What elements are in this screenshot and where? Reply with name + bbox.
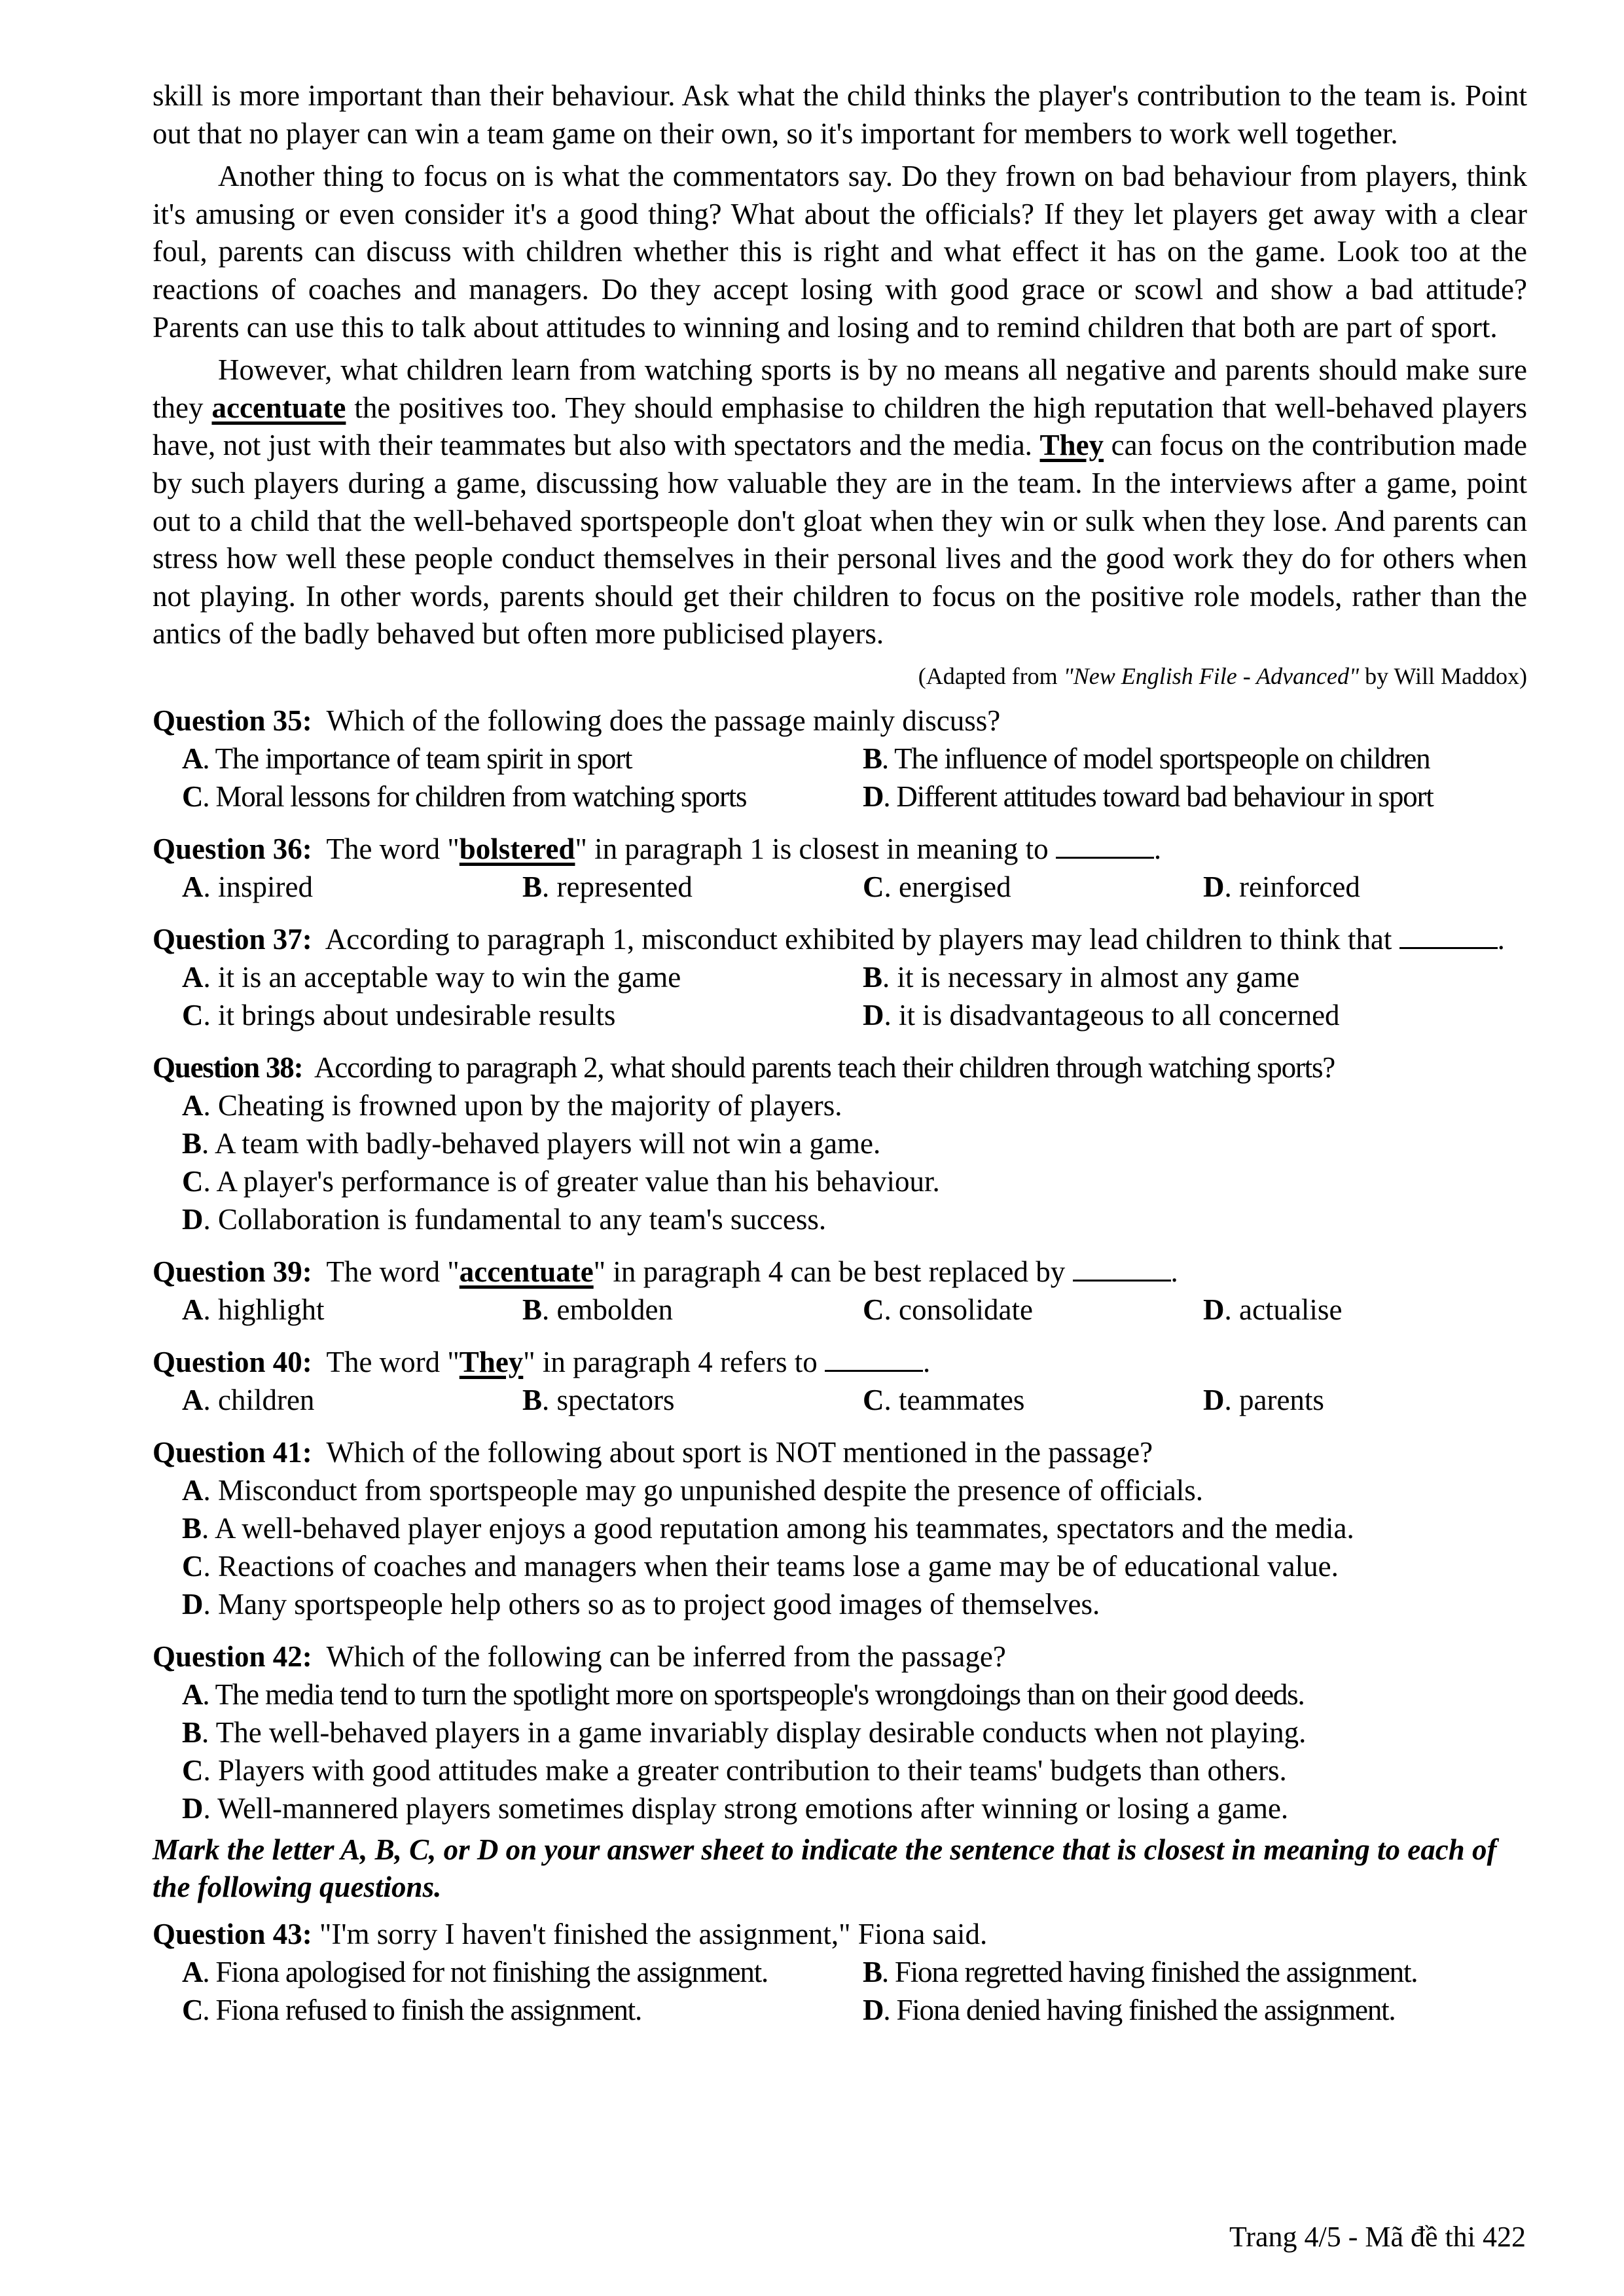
- option-letter: B: [522, 1293, 543, 1326]
- option-c[interactable]: [863, 1291, 1203, 1329]
- option-a[interactable]: [182, 1953, 863, 1991]
- passage-paragraph-3: [153, 351, 1527, 653]
- exam-page: [153, 77, 1527, 2029]
- question-number: Question 43:: [153, 1917, 312, 1950]
- option-text: . A well-behaved player enjoys a good reputation among his teammates, spectators and the media.: [202, 1511, 1354, 1545]
- question-38: [153, 1049, 1527, 1238]
- option-text: . Collaboration is fundamental to any team's success.: [203, 1202, 827, 1236]
- question-text: Which of the following about sport is NOT mentioned in the passage?: [326, 1435, 1153, 1469]
- option-letter: D: [182, 1791, 204, 1825]
- option-b[interactable]: [182, 1713, 1527, 1751]
- passage-text: However, what children learn from watching sports is by no means all negative and parents should make sure they: [153, 353, 1527, 424]
- option-letter: D: [182, 1202, 204, 1236]
- passage-paragraph-2: Another thing to focus on is what the commentators say. Do they frown on bad behaviour from players, think it's amusing or even consider it's a good thing? What about the officials? If they let players get away with a clear foul, parents can discuss with children whether this is right and what effect it has on the game. Look too at the reactions of coaches and managers. Do they accept losing with good grace or scowl and show a bad attitude? Parents can use this to talk about attitudes to winning and losing and to remind children that both are part of sport.: [153, 160, 1527, 344]
- question-stem: [153, 702, 1527, 740]
- option-a[interactable]: [182, 1086, 1527, 1124]
- option-a[interactable]: [182, 740, 863, 778]
- option-text: . children: [203, 1383, 315, 1416]
- option-text: . it is disadvantageous to all concerned: [884, 998, 1340, 1031]
- question-number: Question 35:: [153, 704, 312, 737]
- option-text: . Fiona apologised for not finishing the assignment.: [202, 1955, 768, 1988]
- option-letter: B: [863, 960, 883, 994]
- question-41: [153, 1433, 1527, 1623]
- option-letter: D: [1203, 1383, 1225, 1416]
- option-a[interactable]: [182, 1676, 1527, 1713]
- option-text: . it is necessary in almost any game: [882, 960, 1300, 994]
- option-text: . Moral lessons for children from watching sports: [202, 780, 747, 813]
- option-letter: C: [863, 870, 884, 903]
- option-letter: C: [863, 1293, 884, 1326]
- question-35: [153, 702, 1527, 816]
- option-letter: C: [182, 1549, 204, 1583]
- option-b[interactable]: [863, 958, 1524, 996]
- question-text: " in paragraph 4 refers to: [523, 1345, 825, 1378]
- option-letter: B: [522, 1383, 543, 1416]
- option-d[interactable]: [863, 1991, 1524, 2029]
- question-stem: Question 40: The word "They" in paragraph 4 refers to .: [153, 1345, 931, 1378]
- question-stem: Question 36: The word "bolstered" in paragraph 1 is closest in meaning to .: [153, 832, 1162, 865]
- option-letter: A: [182, 1473, 204, 1507]
- option-text: . The well-behaved players in a game invariably display desirable conducts when not playing.: [202, 1715, 1307, 1749]
- option-text: . energised: [884, 870, 1011, 903]
- question-text: "I'm sorry I haven't finished the assignment," Fiona said.: [319, 1917, 988, 1950]
- question-stem: Question 39: The word "accentuate" in paragraph 4 can be best replaced by .: [153, 1255, 1178, 1288]
- passage-paragraph-1-tail: skill is more important than their behaviour. Ask what the child thinks the player's contribution to the team is. Point out that no player can win a team game on their own, so it's important for members to work well together.: [153, 79, 1527, 150]
- option-letter: B: [182, 1715, 202, 1749]
- option-text: . Misconduct from sportspeople may go unpunished despite the presence of officials.: [203, 1473, 1204, 1507]
- question-number: Question 36:: [153, 832, 312, 865]
- option-text: . reinforced: [1224, 870, 1360, 903]
- option-letter: B: [522, 870, 543, 903]
- question-text: " in paragraph 4 can be best replaced by: [593, 1255, 1073, 1288]
- option-letter: C: [182, 1164, 204, 1198]
- option-text: . inspired: [203, 870, 313, 903]
- options: [153, 868, 1527, 906]
- option-text: . Different attitudes toward bad behaviour in sport: [883, 780, 1434, 813]
- option-letter: B: [863, 742, 882, 775]
- option-letter: C: [182, 998, 204, 1031]
- option-text: . highlight: [203, 1293, 325, 1326]
- option-c[interactable]: [182, 1162, 1527, 1200]
- option-text: . it is an acceptable way to win the game: [203, 960, 681, 994]
- question-stem: [153, 1433, 1527, 1471]
- option-d[interactable]: [863, 778, 1524, 816]
- option-d[interactable]: [182, 1585, 1527, 1623]
- option-text: . Many sportspeople help others so as to project good images of themselves.: [203, 1587, 1100, 1621]
- option-d[interactable]: [1203, 1381, 1517, 1419]
- keyword-accentuate: accentuate: [459, 1255, 594, 1288]
- passage-text: the positives too. They should emphasise to children the high reputation that well-behaved players have, not just with their teammates but also with spectators and the media.: [153, 391, 1527, 462]
- option-c[interactable]: [182, 1991, 863, 2029]
- question-36: [153, 830, 1527, 906]
- option-text: . parents: [1224, 1383, 1324, 1416]
- page-footer: Trang 4/5 - Mã đề thi 422: [1229, 2221, 1526, 2253]
- keyword-they: They: [459, 1345, 524, 1378]
- option-text: . Well-mannered players sometimes display strong emotions after winning or losing a game.: [203, 1791, 1289, 1825]
- option-letter: A: [182, 870, 204, 903]
- question-number: Question 39:: [153, 1255, 312, 1288]
- option-text: . actualise: [1224, 1293, 1343, 1326]
- question-number: Question 41:: [153, 1435, 312, 1469]
- option-d[interactable]: [863, 996, 1524, 1034]
- option-text: . consolidate: [884, 1293, 1033, 1326]
- answer-blank: [1399, 924, 1498, 949]
- option-letter: A: [182, 1677, 203, 1711]
- question-number: Question 42:: [153, 1640, 312, 1673]
- question-text: The word ": [326, 1255, 460, 1288]
- option-text: . Cheating is frowned upon by the majority of players.: [203, 1088, 842, 1122]
- source-title: "New English File - Advanced": [1063, 662, 1360, 689]
- section-instruction: Mark the letter A, B, C, or D on your answer sheet to indicate the sentence that is closest in meaning to each of the following questions.: [153, 1833, 1497, 1903]
- answer-blank: [1056, 833, 1154, 859]
- question-40: [153, 1343, 1527, 1419]
- keyword-they: They: [1039, 429, 1104, 462]
- passage-source: [153, 660, 1527, 692]
- option-letter: A: [182, 1383, 204, 1416]
- option-text: . embolden: [542, 1293, 673, 1326]
- option-letter: C: [182, 780, 203, 813]
- option-text: . A player's performance is of greater value than his behaviour.: [203, 1164, 940, 1198]
- option-text: . teammates: [884, 1383, 1025, 1416]
- option-b[interactable]: [522, 1381, 863, 1419]
- option-c[interactable]: [863, 1381, 1203, 1419]
- option-text: . Fiona refused to finish the assignment.: [202, 1993, 642, 2026]
- option-letter: A: [182, 1293, 204, 1326]
- option-b[interactable]: [182, 1124, 1527, 1162]
- option-text: . The importance of team spirit in sport: [202, 742, 632, 775]
- option-letter: B: [182, 1511, 202, 1545]
- option-letter: D: [1203, 870, 1225, 903]
- question-text: The word ": [326, 832, 460, 865]
- option-c[interactable]: [182, 1751, 1527, 1789]
- option-b[interactable]: [863, 1953, 1524, 1991]
- keyword-accentuate: accentuate: [211, 391, 346, 424]
- question-text: According to paragraph 1, misconduct exhibited by players may lead children to think that: [325, 922, 1399, 956]
- option-c[interactable]: [182, 1547, 1527, 1585]
- option-b[interactable]: [522, 1291, 863, 1329]
- option-letter: D: [863, 1993, 884, 2026]
- option-letter: B: [182, 1126, 202, 1160]
- option-text: . it brings about undesirable results: [203, 998, 616, 1031]
- option-letter: D: [863, 780, 884, 813]
- source-suffix: by Will Maddox): [1359, 662, 1527, 689]
- option-text: . A team with badly-behaved players will not win a game.: [202, 1126, 881, 1160]
- option-text: . The influence of model sportspeople on children: [881, 742, 1430, 775]
- options: [153, 1086, 1527, 1238]
- answer-blank: [825, 1346, 923, 1372]
- option-a[interactable]: [182, 958, 863, 996]
- question-stem: [153, 1049, 1527, 1086]
- options: [153, 958, 1527, 1034]
- option-a[interactable]: [182, 1471, 1527, 1509]
- option-c[interactable]: [182, 996, 863, 1034]
- question-text: Which of the following can be inferred from the passage?: [326, 1640, 1006, 1673]
- options: [153, 740, 1527, 816]
- option-text: . Fiona regretted having finished the assignment.: [881, 1955, 1418, 1988]
- question-42: [153, 1638, 1527, 1827]
- passage-text: can focus on the contribution made by such players during a game, discussing how valuable they are in the team. In the interviews after a game, point out to a child that the well-behaved sportspeople don't gloat when they win or sulk when they lose. And parents can stress how well these people conduct themselves in their personal lives and the good work they do for others when not playing. In other words, parents should get their children to focus on the positive role models, rather than the antics of the badly behaved but often more publicised players.: [153, 429, 1527, 651]
- option-letter: C: [182, 1753, 204, 1787]
- option-letter: A: [182, 1955, 203, 1988]
- options: [153, 1676, 1527, 1827]
- option-text: . Fiona denied having finished the assignment.: [883, 1993, 1396, 2026]
- question-text: According to paragraph 2, what should parents teach their children through watching sports?: [314, 1050, 1335, 1084]
- option-letter: B: [863, 1955, 882, 1988]
- option-letter: C: [182, 1993, 203, 2026]
- option-b[interactable]: [182, 1509, 1527, 1547]
- source-prefix: (Adapted from: [918, 662, 1064, 689]
- option-a[interactable]: [182, 868, 522, 906]
- option-b[interactable]: [863, 740, 1524, 778]
- option-text: . represented: [542, 870, 693, 903]
- options: [153, 1471, 1527, 1623]
- keyword-bolstered: bolstered: [459, 832, 575, 865]
- option-d[interactable]: [1203, 1291, 1517, 1329]
- option-letter: A: [182, 1088, 204, 1122]
- options: [153, 1953, 1527, 2029]
- option-text: . Players with good attitudes make a greater contribution to their teams' budgets than others.: [203, 1753, 1287, 1787]
- question-text: Which of the following does the passage mainly discuss?: [326, 704, 1001, 737]
- option-a[interactable]: [182, 1291, 522, 1329]
- answer-blank: [1073, 1256, 1171, 1282]
- question-stem: [153, 1638, 1527, 1676]
- option-letter: A: [182, 960, 204, 994]
- question-text: The word ": [326, 1345, 460, 1378]
- question-stem: [153, 1915, 1527, 1953]
- option-letter: A: [182, 742, 203, 775]
- question-number: Question 37:: [153, 922, 312, 956]
- options: [153, 1291, 1527, 1329]
- option-c[interactable]: [182, 778, 863, 816]
- question-number: Question 38:: [153, 1050, 303, 1084]
- question-39: [153, 1253, 1527, 1329]
- question-37: [153, 920, 1527, 1034]
- option-d[interactable]: [182, 1789, 1527, 1827]
- question-stem: Question 37: According to paragraph 1, misconduct exhibited by players may lead children to think that .: [153, 922, 1505, 956]
- options: [153, 1381, 1527, 1419]
- question-number: Question 40:: [153, 1345, 312, 1378]
- option-text: . spectators: [542, 1383, 675, 1416]
- option-text: . Reactions of coaches and managers when their teams lose a game may be of educational value.: [203, 1549, 1339, 1583]
- option-letter: C: [863, 1383, 884, 1416]
- question-43: [153, 1915, 1527, 2029]
- option-d[interactable]: [1203, 868, 1517, 906]
- option-d[interactable]: [182, 1200, 1527, 1238]
- question-text: " in paragraph 1 is closest in meaning to: [575, 832, 1056, 865]
- option-letter: D: [182, 1587, 204, 1621]
- option-letter: D: [863, 998, 884, 1031]
- option-c[interactable]: [863, 868, 1203, 906]
- option-a[interactable]: [182, 1381, 522, 1419]
- option-b[interactable]: [522, 868, 863, 906]
- option-text: . The media tend to turn the spotlight more on sportspeople's wrongdoings than on their good deeds.: [202, 1677, 1305, 1711]
- option-letter: D: [1203, 1293, 1225, 1326]
